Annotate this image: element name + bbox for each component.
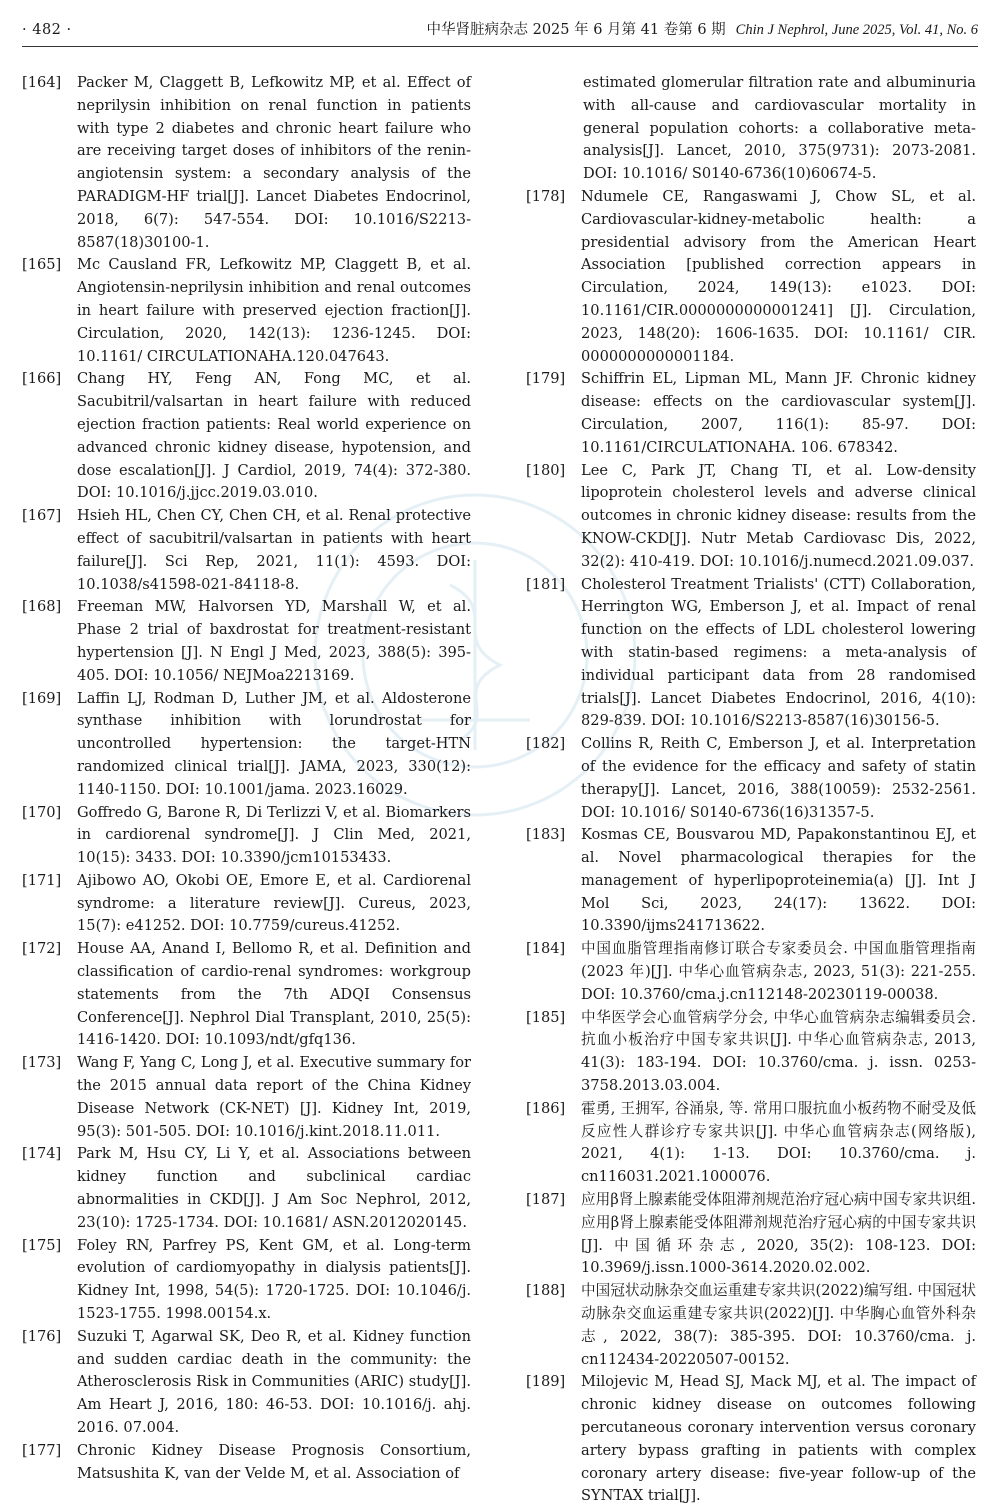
reference-item (22, 1052, 471, 1143)
reference-text: Ndumele CE, Rangaswami J, Chow SL, et al. Cardiovascular-kidney-metabolic health: a presidential advisory from the American Heart Association [published correction appears in Circulation, 2024, 149(13): e1023. DOI: 10.1161/CIR.0000000000001241] [J]. Circulation, 2023, 148(20): 1606-1635. DOI: 10.1161/ CIR. 0000000000001184. (581, 187, 976, 365)
reference-text: Chang HY, Feng AN, Fong MC, et al. Sacubitril/valsartan in heart failure with reduced ejection fraction patients: Real world experience on advanced chronic kidney disease, hypotension, and dose escalation[J]. J Cardiol, 2019, 74(4): 372-380. DOI: 10.1016/j.jjcc.2019.03.010. (77, 370, 471, 502)
reference-number: [182] (526, 735, 566, 753)
reference-text: 中国冠状动脉杂交血运重建专家共识(2022)编写组. 中国冠状动脉杂交血运重建专家共识(2022)[J]. 中华胸心血管外科杂志, 2022, 38(7): 385-395. DOI: 10.3760/cma. j. cn112434-20220507-00152. (581, 1282, 976, 1368)
page-number: · 482 · (22, 22, 72, 38)
reference-text: Suzuki T, Agarwal SK, Deo R, et al. Kidney function and sudden cardiac death in the community: the Atherosclerosis Risk in Communities (ARIC) study[J]. Am Heart J, 2016, 180: 46-53. DOI: 10.1016/j. ahj. 2016. 07.004. (77, 1327, 471, 1437)
reference-item (526, 574, 976, 734)
reference-number: [185] (526, 1008, 566, 1026)
reference-number: [172] (22, 940, 62, 958)
reference-number: [166] (22, 370, 62, 388)
reference-number: [188] (526, 1282, 566, 1300)
reference-number: [186] (526, 1099, 566, 1117)
reference-text: Schiffrin EL, Lipman ML, Mann JF. Chronic kidney disease: effects on the cardiovascular system[J]. Circulation, 2007, 116(1): 85-97. DOI: 10.1161/CIRCULATIONAHA. 106. 678342. (581, 370, 976, 456)
reference-text: Goffredo G, Barone R, Di Terlizzi V, et al. Biomarkers in cardiorenal syndrome[J]. J Clin Med, 2021, 10(15): 3433. DOI: 10.3390/jcm10153433. (77, 803, 471, 867)
reference-number: [184] (526, 940, 566, 958)
reference-number: [174] (22, 1145, 62, 1163)
reference-text: Hsieh HL, Chen CY, Chen CH, et al. Renal protective effect of sacubitril/valsartan in patients with heart failure[J]. Sci Rep, 2021, 11(1): 4593. DOI: 10.1038/s41598-021-84118-8. (77, 507, 471, 593)
reference-item (22, 505, 471, 596)
reference-text: 霍勇, 王拥军, 谷涌泉, 等. 常用口服抗血小板药物不耐受及低反应性人群诊疗专家共识[J]. 中华心血管病杂志(网络版), 2021, 4(1): 1-13. DOI: 10.3760/cma. j. cn116031.2021.1000076. (581, 1099, 976, 1186)
reference-item (22, 1143, 471, 1234)
reference-text: Mc Causland FR, Lefkowitz MP, Claggett B, et al. Angiotensin-neprilysin inhibition and renal outcomes in heart failure with preserved ejection fraction[J]. Circulation, 2020, 142(13): 1236-1245. DOI: 10.1161/ CIRCULATIONAHA.120.047643. (77, 256, 471, 365)
reference-text: Wang F, Yang C, Long J, et al. Executive summary for the 2015 annual data report of the China Kidney Disease Network (CK-NET) [J]. Kidney Int, 2019, 95(3): 501-505. DOI: 10.1016/j.kint.2018.11.011. (77, 1054, 471, 1140)
reference-number: [171] (22, 871, 62, 889)
reference-item (526, 1371, 976, 1508)
reference-number: [187] (526, 1191, 566, 1209)
reference-text: Foley RN, Parfrey PS, Kent GM, et al. Long-term evolution of cardiomyopathy in dialysis patients[J]. Kidney Int, 1998, 54(5): 1720-1725. DOI: 10.1046/j. 1523-1755. 1998.00154.x. (77, 1236, 471, 1323)
reference-text: Laffin LJ, Rodman D, Luther JM, et al. Aldosterone synthase inhibition with lorundrostat for uncontrolled hypertension: the target-HTN randomized clinical trial[J]. JAMA, 2023, 330(12): 1140-1150. DOI: 10.1001/jama. 2023.16029. (77, 689, 471, 798)
reference-text: Kosmas CE, Bousvarou MD, Papakonstantinou EJ, et al. Novel pharmacological therapies for the management of hyperlipoproteinemia(a) [J]. Int J Mol Sci, 2023, 24(17): 13622. DOI: 10.3390/ijms241713622. (581, 826, 976, 935)
reference-item (22, 938, 471, 1052)
reference-text: House AA, Anand I, Bellomo R, et al. Definition and classification of cardio-renal syndromes: workgroup statements from the 7th ADQI Consensus Conference[J]. Nephrol Dial Transplant, 2010, 25(5): 1416-1420. DOI: 10.1093/ndt/gfq136. (77, 940, 471, 1049)
reference-item (526, 1189, 976, 1280)
reference-text: 中华医学会心血管病学分会, 中华心血管病杂志编辑委员会. 抗血小板治疗中国专家共识[J]. 中华心血管病杂志, 2013, 41(3): 183-194. DOI: 10.3760/cma. j. issn. 0253-3758.2013.03.004. (581, 1008, 976, 1095)
journal-citation (426, 16, 978, 44)
reference-item (526, 824, 976, 938)
reference-item (22, 368, 471, 505)
reference-text: Chronic Kidney Disease Prognosis Consortium, Matsushita K, van der Velde M, et al. Association of (77, 1441, 471, 1482)
reference-number: [164] (22, 74, 62, 91)
journal-title-cn: 中华肾脏病杂志 2025 年 6 月第 41 卷第 6 期 (426, 22, 726, 38)
reference-item (22, 688, 471, 802)
reference-number: [175] (22, 1236, 62, 1254)
reference-number: [170] (22, 803, 62, 821)
reference-item (22, 72, 471, 254)
reference-text: 应用β肾上腺素能受体阻滞剂规范治疗冠心病中国专家共识组. 应用β肾上腺素能受体阻滞剂规范治疗冠心病的中国专家共识[J]. 中国循环杂志, 2020, 35(2): 108-123. DOI: 10.3969/j.issn.1000-3614.2020.02.002. (581, 1191, 976, 1277)
reference-item (22, 1235, 471, 1326)
reference-text: Packer M, Claggett B, Lefkowitz MP, et al. Effect of neprilysin inhibition on renal function in patients with type 2 diabetes and chronic heart failure who are receiving target doses of inhibitors of the renin-angiotensin system: a secondary analysis of the PARADIGM-HF trial[J]. Lancet Diabetes Endocrinol, 2018, 6(7): 547-554. DOI: 10.1016/S2213-8587(18)30100-1. (77, 74, 471, 251)
reference-column-right (526, 72, 976, 1508)
reference-number: [176] (22, 1327, 62, 1345)
reference-item (22, 254, 471, 368)
reference-number: [168] (22, 598, 62, 616)
journal-title-en: Chin J Nephrol, June 2025, Vol. 41, No. 6 (735, 22, 978, 38)
reference-number: [189] (526, 1373, 566, 1391)
reference-number: [177] (22, 1441, 62, 1459)
reference-item (22, 802, 471, 870)
reference-column-left (22, 72, 471, 1485)
reference-number: [179] (526, 370, 566, 388)
reference-number: [173] (22, 1054, 62, 1072)
reference-number: [178] (526, 187, 566, 205)
reference-item (526, 460, 976, 574)
reference-item (526, 186, 976, 368)
reference-item (22, 1326, 471, 1440)
reference-item (22, 870, 471, 938)
reference-item (526, 938, 976, 1006)
reference-item (526, 368, 976, 459)
reference-item (526, 1280, 976, 1371)
reference-continuation: estimated glomerular filtration rate and albuminuria with all-cause and cardiovascular mortality in general population cohorts: a collaborative meta-analysis[J]. Lancet, 2010, 375(9731): 2073-2081. DOI: 10.1016/ S0140-6736(10)60674-5. (583, 74, 976, 183)
running-header (22, 16, 978, 47)
reference-item (22, 1440, 471, 1486)
reference-item (526, 1098, 976, 1189)
reference-number: [167] (22, 507, 62, 525)
reference-item (526, 733, 976, 824)
reference-item (526, 1007, 976, 1098)
reference-number: [181] (526, 575, 566, 593)
reference-text: Ajibowo AO, Okobi OE, Emore E, et al. Cardiorenal syndrome: a literature review[J]. Cureus, 2023, 15(7): e41252. DOI: 10.7759/cureus.41252. (77, 871, 471, 935)
reference-text: Collins R, Reith C, Emberson J, et al. Interpretation of the evidence for the efficacy and safety of statin therapy[J]. Lancet, 2016, 388(10059): 2532-2561. DOI: 10.1016/ S0140-6736(16)31357-5. (581, 735, 976, 821)
reference-number: [165] (22, 256, 62, 274)
reference-item (22, 596, 471, 687)
reference-number: [180] (526, 461, 566, 479)
reference-number: [169] (22, 689, 62, 707)
reference-text: Freeman MW, Halvorsen YD, Marshall W, et al. Phase 2 trial of baxdrostat for treatment-resistant hypertension [J]. N Engl J Med, 2023, 388(5): 395-405. DOI: 10.1056/ NEJMoa2213169. (77, 598, 471, 684)
reference-text: 中国血脂管理指南修订联合专家委员会. 中国血脂管理指南(2023 年)[J]. 中华心血管病杂志, 2023, 51(3): 221-255. DOI: 10.3760/cma.j.cn112148-20230119-00038. (581, 940, 976, 1003)
reference-text: Lee C, Park JT, Chang TI, et al. Low-density lipoprotein cholesterol levels and adverse clinical outcomes in chronic kidney disease: results from the KNOW-CKD[J]. Nutr Metab Cardiovasc Dis, 2022, 32(2): 410-419. DOI: 10.1016/j.numecd.2021.09.037. (581, 461, 976, 570)
reference-text: Milojevic M, Head SJ, Mack MJ, et al. The impact of chronic kidney disease on outcomes following percutaneous coronary intervention versus coronary artery bypass grafting in patients with complex coronary artery disease: five-year follow-up of the SYNTAX trial[J]. (581, 1373, 976, 1505)
reference-text: Cholesterol Treatment Trialists' (CTT) Collaboration, Herrington WG, Emberson J, et al. Impact of renal function on the effects of LDL cholesterol lowering with statin-based regimens: a meta-analysis of individual participant data from 28 randomised trials[J]. Lancet Diabetes Endocrinol, 2016, 4(10): 829-839. DOI: 10.1016/S2213-8587(16)30156-5. (581, 575, 976, 730)
reference-number: [183] (526, 826, 566, 844)
reference-text: Park M, Hsu CY, Li Y, et al. Associations between kidney function and subclinical cardiac abnormalities in CKD[J]. J Am Soc Nephrol, 2012, 23(10): 1725-1734. DOI: 10.1681/ ASN.2012020145. (77, 1145, 471, 1231)
